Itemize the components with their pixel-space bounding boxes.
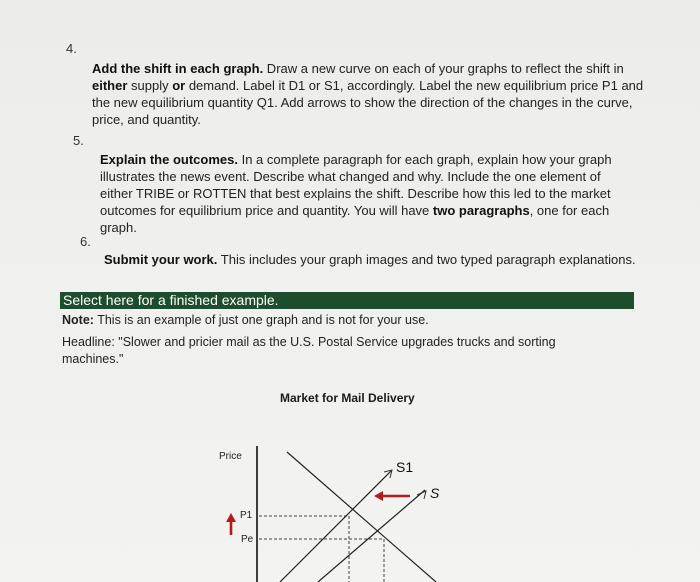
supply-curve-s	[318, 490, 425, 582]
p1-label: P1	[240, 510, 253, 521]
s-label: S	[430, 485, 440, 501]
step-4-text: Add the shift in each graph. Draw a new curve on each of your graphs to reflect the shift in either supply or demand. Label it D1 or S1, accordingly. Label the new equilibrium price P1 and the new equilibrium quantity Q1. Add arrows to show the direction of the changes in the curve, price, and quantity.	[92, 61, 644, 127]
y-axis-label: Price	[219, 451, 242, 462]
pe-label: Pe	[241, 534, 254, 545]
step-6-text: Submit your work. This includes your graph images and two typed paragraph explanations.	[104, 252, 636, 267]
step-number: 4.	[66, 41, 77, 56]
step-title: Explain the outcomes.	[100, 152, 238, 167]
example-headline: Headline: "Slower and pricier mail as the U.S. Postal Service upgrades trucks and sorting machines."	[62, 335, 556, 366]
price-arrow-head	[226, 513, 236, 522]
shift-arrow-head	[374, 491, 383, 501]
step-number: 5.	[73, 133, 84, 148]
step-title: Submit your work.	[104, 252, 218, 267]
step-number: 6.	[80, 234, 91, 249]
s1-label: S1	[396, 459, 414, 475]
demand-curve	[287, 452, 436, 582]
chart-title: Market for Mail Delivery	[280, 391, 415, 405]
finished-example-link[interactable]: Select here for a finished example.	[60, 292, 634, 309]
supply-curve-s1	[280, 470, 392, 582]
example-note: Note: This is an example of just one graph and is not for your use.	[62, 313, 429, 327]
step-5-text: Explain the outcomes. In a complete paragraph for each graph, explain how your graph illustrates the news event. Describe what changed and why. Include the one element of either TRIBE or ROTTEN that best explains the shift. Describe how this led to the market outcomes for equilibrium price and quantity. You will have two paragraphs, one for each graph.	[100, 152, 612, 235]
step-title: Add the shift in each graph.	[92, 61, 264, 76]
